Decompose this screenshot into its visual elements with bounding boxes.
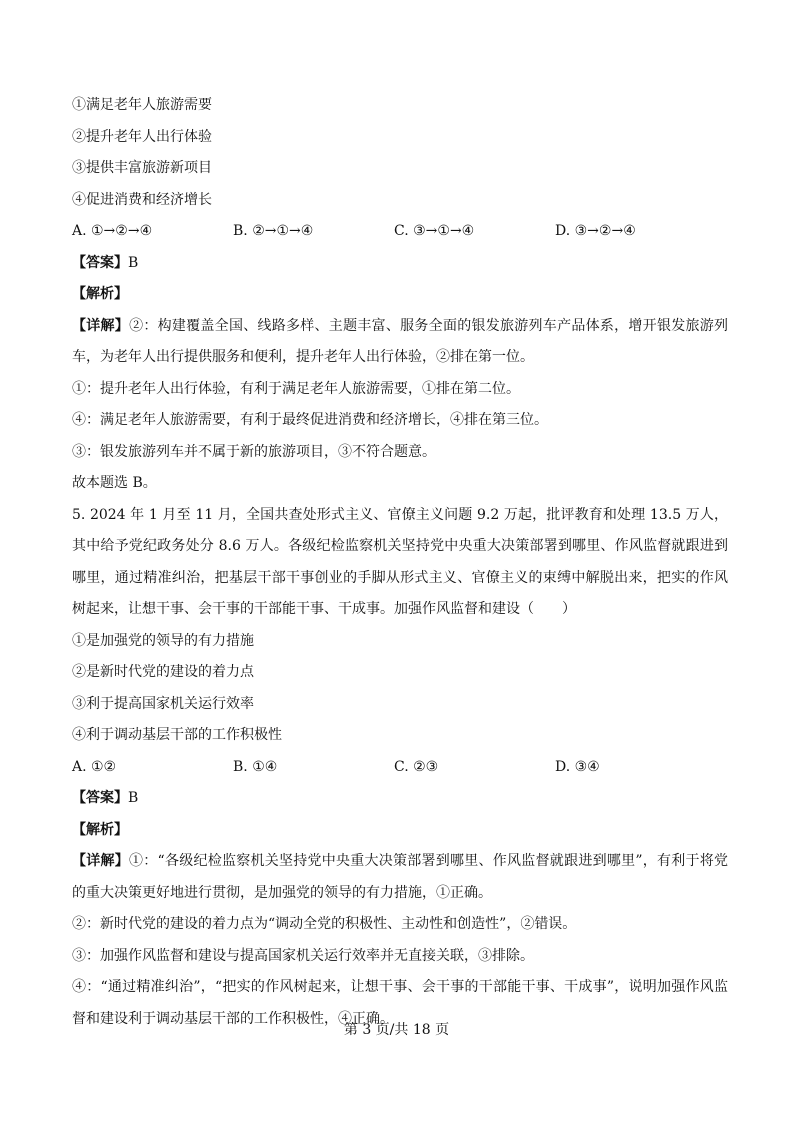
q5-stem: 5. 2024 年 1 月至 11 月，全国共查处形式主义、官僚主义问题 9.2 万起，批评教育和处理 13.5 万人，其中给予党纪政务处分 8.6 万人。各级纪检监察机关坚持党中央重大决策部署到哪里、作风监督就跟进到哪里，通过精准纠治，把基层干部干事创业的手脚从形式主义、官僚主义的束缚中解脱出来，把实的作风树起来，让想干事、会干事的干部能干事、干成事。加强作风监督和建设（ ） <box>72 506 728 617</box>
q4-detail-tag: 【详解】 <box>72 317 130 334</box>
q5-detail-line-2: ③：加强作风监督和建设与提高国家机关运行效率并无直接关联，③排除。 <box>72 947 534 964</box>
q4-options <box>72 216 728 248</box>
q4-detail-line-1: ①：提升老年人出行体验，有利于满足老年人旅游需要，①排在第二位。 <box>72 380 520 397</box>
q5-detail-last: ④：“通过精准纠治”，“把实的作风树起来，让想干事、会干事的干部能干事、干成事”，说明加强作风监督和建设利于调动基层干部的工作积极性，④正确。 <box>72 979 728 1027</box>
q4-answer-value: B <box>128 254 139 271</box>
q5-item-3: ③利于提高国家机关运行效率 <box>72 695 254 712</box>
q5-detail-tag: 【详解】 <box>72 853 130 869</box>
q4-option-b: B. ②→①→④ <box>233 223 314 239</box>
q5-option-c: C. ②③ <box>394 758 439 775</box>
q4-option-a: A. ①→②→④ <box>72 223 153 239</box>
q5-item-1: ①是加强党的领导的有力措施 <box>72 632 254 649</box>
q5-detail-line-1: ②：新时代党的建设的着力点为“调动全党的积极性、主动性和创造性”，②错误。 <box>72 916 577 932</box>
q4-detail-first <box>72 311 728 374</box>
q5-option-b: B. ①④ <box>233 758 278 775</box>
q4-item-1: ①满足老年人旅游需要 <box>72 97 212 113</box>
q4-answer-tag: 【答案】 <box>72 254 128 271</box>
document-page <box>72 90 728 1035</box>
q4-detail-first-text: ②：构建覆盖全国、线路多样、主题丰富、服务全面的银发旅游列车产品体系，增开银发旅游列车，为老年人出行提供服务和便利，提升老年人出行体验，②排在第一位。 <box>72 317 729 365</box>
q4-conclusion: 故本题选 B。 <box>72 475 157 491</box>
q5-detail-first <box>72 846 728 909</box>
q4-detail-line-3: ③：银发旅游列车并不属于新的旅游项目，③不符合题意。 <box>72 443 436 460</box>
q5-detail-first-text: ①：“各级纪检监察机关坚持党中央重大决策部署到哪里、作风监督就跟进到哪里”，有利于将党的重大决策更好地进行贯彻，是加强党的领导的有力措施，①正确。 <box>72 853 729 901</box>
page-number: 第 3 页/共 18 页 <box>343 1022 450 1038</box>
q5-options <box>72 752 728 784</box>
q4-item-3: ③提供丰富旅游新项目 <box>72 160 212 176</box>
q5-answer-tag: 【答案】 <box>72 790 128 806</box>
q5-answer-value: B <box>128 790 139 806</box>
q4-option-d: D. ③→②→④ <box>555 223 636 239</box>
q5-analysis <box>72 815 728 847</box>
q5-item-4: ④利于调动基层干部的工作积极性 <box>72 727 282 743</box>
q4-option-c: C. ③→①→④ <box>394 223 475 239</box>
q5-option-d: D. ③④ <box>555 758 600 775</box>
q4-item-2: ②提升老年人出行体验 <box>72 128 212 145</box>
q5-answer <box>72 783 728 815</box>
q4-answer <box>72 248 728 280</box>
q5-option-a: A. ①② <box>72 758 117 775</box>
q5-analysis-tag: 【解析】 <box>72 821 128 838</box>
q5-item-2: ②是新时代党的建设的着力点 <box>72 664 254 680</box>
q4-analysis <box>72 279 728 311</box>
q4-analysis-tag: 【解析】 <box>72 286 128 302</box>
q4-item-4: ④促进消费和经济增长 <box>72 191 212 208</box>
q4-detail-line-2: ④：满足老年人旅游需要，有利于最终促进消费和经济增长，④排在第三位。 <box>72 412 548 428</box>
